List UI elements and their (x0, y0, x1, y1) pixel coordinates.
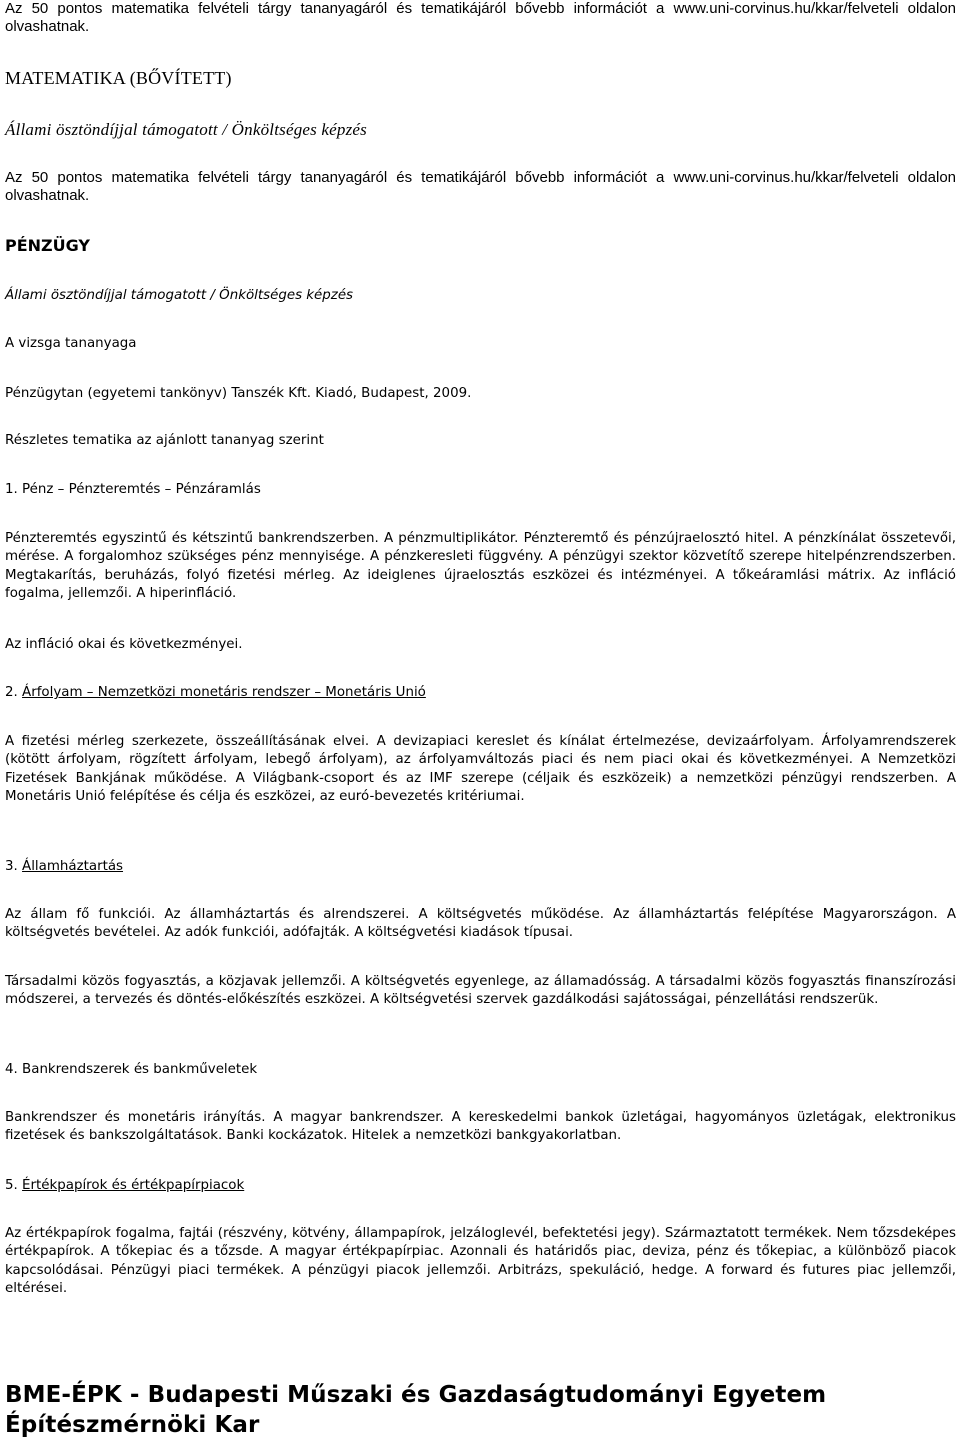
footer-faculty-name: Építészmérnöki Kar (5, 1412, 260, 1438)
topic-paragraph: Társadalmi közös fogyasztás, a közjavak jellemzői. A költségvetés egyenlege, az államadósság. A társadalmi közös fogyasztás finanszírozási módszerei, a tervezés és döntés-előkészítés eszközei. A költségvetési szervek gazdálkodási sajátosságai, pénzellátási rendszerük. (5, 974, 956, 1008)
topic-paragraph: A fizetési mérleg szerkezete, összeállításának elvei. A devizapiaci kereslet és kínálat értelmezése, devizaárfolyam. Árfolyamrendszerek (kötött árfolyam, rögzített árfolyam, lebegő árfolyam), az árfolyamváltozás piaci és nem piaci okai és következményei. A Nemzetközi Fizetések Bankjának működése. A Világbank-csoport és az IMF szerepe (céljaik és eszközeik) a nemzetközi pénzügyi rendszerben. A Monetáris Unió felépítése és célja és eszközei, az euró-bevezetés kritériumai. (5, 734, 956, 805)
detailed-topics-heading: Részletes tematika az ajánlott tananyag szerint (5, 433, 324, 448)
topic-1-body-2 (5, 636, 956, 654)
finance-title: PÉNZÜGY (5, 236, 91, 255)
topic-heading-3 (5, 858, 956, 876)
topic-5-body (5, 1225, 956, 1299)
topic-heading-5 (5, 1177, 956, 1195)
topic-title: Pénz – Pénzteremtés – Pénzáramlás (22, 482, 261, 497)
topic-number: 5. (5, 1178, 18, 1193)
topic-heading-4 (5, 1061, 956, 1079)
footer-university-name: BME-ÉPK - Budapesti Műszaki és Gazdaságtudományi Egyetem (5, 1382, 827, 1408)
topic-number: 1. (5, 482, 18, 497)
topic-title: Bankrendszerek és bankműveletek (22, 1062, 258, 1077)
topic-paragraph: Az állam fő funkciói. Az államháztartás és alrendszerei. A költségvetés működése. Az államháztartás felépítése Magyarországon. A költségvetés bevételei. Az adók funkciói, adófajták. A költségvetési kiadások típusai. (5, 907, 956, 941)
topic-2-body (5, 733, 956, 807)
intro-section (5, 0, 956, 36)
exam-material-heading: A vizsga tananyaga (5, 336, 137, 351)
topic-number: 3. (5, 859, 18, 874)
math-extended-paragraph: Az 50 pontos matematika felvételi tárgy tananyagáról és tematikájáról bővebb információt a www.uni-corvinus.hu/kkar/felveteli oldalon olvashatnak. (5, 169, 956, 204)
math-extended-section (5, 169, 956, 205)
topic-paragraph: Bankrendszer és monetáris irányítás. A magyar bankrendszer. A kereskedelmi bankok üzletágai, hagyományos üzletágak, elektronikus fizetések és bankszolgáltatások. Banki kockázatok. Hitelek a nemzetközi bankgyakorlatban. (5, 1110, 956, 1144)
topic-3-body (5, 906, 956, 943)
finance-subtitle: Állami ösztöndíjjal támogatott / Önköltséges képzés (5, 288, 354, 303)
topic-paragraph: Az infláció okai és következményei. (5, 637, 243, 652)
topic-heading-1 (5, 481, 956, 499)
topic-paragraph: Az értékpapírok fogalma, fajtái (részvény, kötvény, állampapírok, jelzáloglevél, befektetési jegy). Származtatott termékek. Nem tőzsdeképes értékpapírok. A tőkepiac és a tőzsde. A magyar értékpapírpiac. Azonnali és határidős piac, deviza, pénz és tőkepiac, a különböző piacok kapcsolódásai. Pénzügyi piaci termékek. A pénzügyi piacok jellemzői. Arbitrázs, spekuláció, hedge. A forward és futures piac jellemzői, eltérései. (5, 1226, 956, 1297)
topic-title: Árfolyam – Nemzetközi monetáris rendszer – Monetáris Unió (22, 685, 426, 700)
math-extended-title: MATEMATIKA (BŐVÍTETT) (5, 68, 232, 88)
topic-title: Államháztartás (22, 859, 124, 874)
intro-paragraph: Az 50 pontos matematika felvételi tárgy tananyagáról és tematikájáról bővebb információt a www.uni-corvinus.hu/kkar/felveteli oldalon olvashatnak. (5, 0, 956, 35)
topic-4-body (5, 1109, 956, 1146)
topic-title: Értékpapírok és értékpapírpiacok (22, 1178, 245, 1193)
topic-heading-2 (5, 684, 956, 702)
topic-number: 4. (5, 1062, 18, 1077)
topic-paragraph: Pénzteremtés egyszintű és kétszintű bankrendszerben. A pénzmultiplikátor. Pénzteremtő és pénzújraelosztó hitel. A pénzkínálat összetevői, mérése. A forgalomhoz szükséges pénz mennyisége. A pénzkeresleti függvény. A pénzügyi szektor közvetítő szerepe hitelpénzrendszerben. Megtakarítás, beruházás, folyó fizetési mérleg. Az ideiglenes újraelosztás eszközei és intézményei. A tőkeáramlási mátrix. Az infláció fogalma, jellemzői. A hiperinfláció. (5, 531, 956, 602)
topic-number: 2. (5, 685, 18, 700)
textbook-reference: Pénzügytan (egyetemi tankönyv) Tanszék Kft. Kiadó, Budapest, 2009. (5, 386, 472, 401)
math-extended-subtitle: Állami ösztöndíjjal támogatott / Önköltséges képzés (5, 120, 367, 139)
topic-3-body-2 (5, 973, 956, 1010)
topic-1-body (5, 530, 956, 604)
